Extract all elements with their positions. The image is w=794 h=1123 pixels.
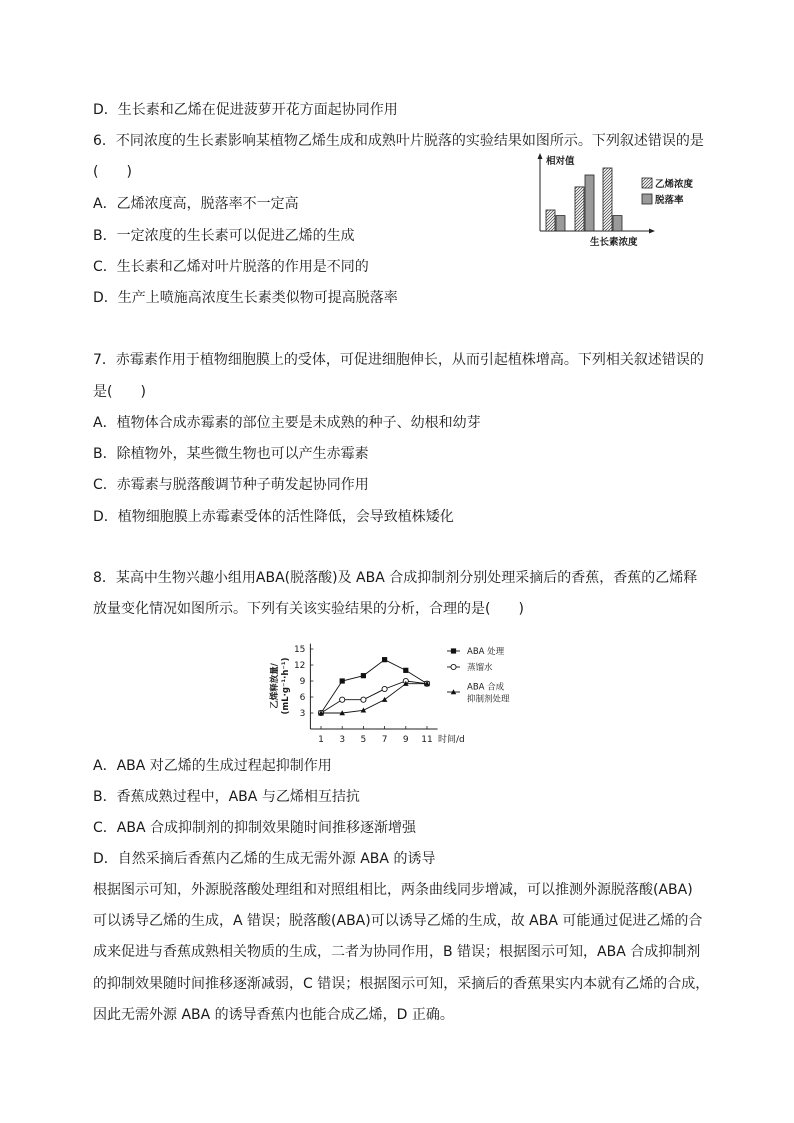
bar-abscission-3 bbox=[613, 216, 622, 231]
y-axis-arrow-icon bbox=[538, 153, 543, 159]
q8-line-chart bbox=[255, 635, 540, 750]
y-tick-label: 9 bbox=[299, 677, 306, 688]
data-point-square-filled-icon bbox=[361, 673, 366, 678]
q5-option-d: D．生长素和乙烯在促进菠萝开花方面起协同作用 bbox=[93, 102, 398, 118]
q7-option-b: B．除植物外，某些微生物也可以产生赤霉素 bbox=[93, 446, 369, 462]
legend-label: 乙烯浓度 bbox=[655, 179, 694, 190]
q6-option-b: B．一定浓度的生长素可以促进乙烯的生成 bbox=[93, 228, 355, 244]
bar-abscission-1 bbox=[556, 216, 565, 231]
q7-stem-line-2: 是( ) bbox=[93, 384, 146, 400]
data-point-circle-open-icon bbox=[382, 686, 387, 691]
series-line-2 bbox=[321, 681, 427, 713]
bar-ethylene-3 bbox=[603, 168, 612, 231]
data-point-square-filled-icon bbox=[340, 678, 345, 683]
data-point-square-filled-icon bbox=[403, 668, 408, 673]
bar-ethylene-2 bbox=[575, 187, 584, 231]
y-tick-label: 6 bbox=[299, 693, 306, 704]
y-tick-label: 3 bbox=[299, 709, 306, 720]
q6-bar-chart bbox=[530, 150, 710, 250]
q8-explanation-line-3: 成来促进与香蕉成熟相关物质的生成，二者为协同作用，B 错误；根据图示可知，ABA 合成抑制剂 bbox=[93, 944, 701, 960]
x-tick-label: 11 bbox=[421, 735, 433, 745]
q7-stem-line-1: 7．赤霉素作用于植物细胞膜上的受体，可促进细胞伸长，从而引起植株增高。下列相关叙述错误的 bbox=[93, 352, 704, 368]
x-tick-label: 7 bbox=[381, 735, 388, 745]
bar-abscission-2 bbox=[585, 175, 594, 231]
x-axis-label: 生长素浓度 bbox=[590, 237, 638, 248]
q7-option-a: A．植物体合成赤霉素的部位主要是未成熟的种子、幼根和幼芽 bbox=[93, 415, 481, 431]
x-axis-arrow-icon bbox=[649, 229, 655, 234]
q6-option-d: D．生产上喷施高浓度生长素类似物可提高脱落率 bbox=[93, 290, 398, 306]
data-point-triangle-filled-icon bbox=[361, 708, 367, 713]
data-point-triangle-filled-icon bbox=[382, 697, 388, 702]
q8-option-d: D．自然采摘后香蕉内乙烯的生成无需外源 ABA 的诱导 bbox=[93, 851, 436, 867]
legend-label: ABA 合成抑制剂处理 bbox=[467, 682, 510, 705]
q6-stem-line-1: 6．不同浓度的生长素影响某植物乙烯生成和成熟叶片脱落的实验结果如图所示。下列叙述错误的是 bbox=[93, 133, 704, 149]
x-tick-label: 9 bbox=[402, 735, 409, 745]
y-axis-label: 相对值 bbox=[546, 156, 575, 167]
legend-square-filled-icon bbox=[451, 648, 456, 653]
q8-explanation-line-5: 因此无需外源 ABA 的诱导香蕉内也能合成乙烯，D 正确。 bbox=[93, 1007, 454, 1023]
data-point-square-filled-icon bbox=[382, 657, 387, 662]
q8-stem-line-2: 放量变化情况如图所示。下列有关该实验结果的分析，合理的是( ) bbox=[93, 601, 524, 617]
bar-ethylene-1 bbox=[546, 210, 555, 231]
q7-option-d: D．植物细胞膜上赤霉素受体的活性降低，会导致植株矮化 bbox=[93, 509, 454, 525]
q7-option-c: C．赤霉素与脱落酸调节种子萌发起协同作用 bbox=[93, 477, 369, 493]
q8-explanation-line-1: 根据图示可知，外源脱落酸处理组和对照组相比，两条曲线同步增减，可以推测外源脱落酸(ABA) bbox=[93, 882, 693, 898]
legend-swatch bbox=[642, 194, 652, 204]
q8-option-a: A．ABA 对乙烯的生成过程起抑制作用 bbox=[93, 758, 332, 774]
legend-swatch bbox=[642, 178, 652, 188]
data-point-circle-open-icon bbox=[361, 697, 366, 702]
q6-option-c: C．生长素和乙烯对叶片脱落的作用是不同的 bbox=[93, 259, 369, 275]
legend-label: ABA 处理 bbox=[467, 647, 505, 658]
legend-circle-open-icon bbox=[451, 664, 456, 669]
y-axis-label: 乙烯释放量/(mL·g⁻¹·h⁻¹) bbox=[270, 657, 291, 715]
x-tick-label: 1 bbox=[318, 735, 324, 745]
data-point-circle-open-icon bbox=[340, 697, 345, 702]
legend-label: 脱落率 bbox=[655, 195, 684, 206]
x-axis-label: 时间/d bbox=[438, 735, 465, 745]
q8-explanation-line-2: 可以诱导乙烯的生成，A 错误；脱落酸(ABA)可以诱导乙烯的生成，故 ABA 可能通过促进乙烯的合 bbox=[93, 913, 703, 929]
q8-option-c: C．ABA 合成抑制剂的抑制效果随时间推移逐渐增强 bbox=[93, 820, 416, 836]
y-tick-label: 12 bbox=[293, 661, 306, 672]
x-tick-label: 3 bbox=[339, 735, 346, 745]
q6-stem-line-2: ( ) bbox=[93, 164, 132, 180]
legend-label: 蒸馏水 bbox=[467, 663, 493, 674]
q6-option-a: A．乙烯浓度高，脱落率不一定高 bbox=[93, 196, 299, 212]
series-line-3 bbox=[321, 684, 427, 713]
q8-option-b: B．香蕉成熟过程中，ABA 与乙烯相互拮抗 bbox=[93, 789, 360, 805]
x-tick-label: 5 bbox=[360, 735, 367, 745]
q8-explanation-line-4: 的抑制效果随时间推移逐渐减弱，C 错误；根据图示可知，采摘后的香蕉果实内本就有乙烯的合成， bbox=[93, 976, 710, 992]
q8-stem-line-1: 8．某高中生物兴趣小组用ABA(脱落酸)及 ABA 合成抑制剂分别处理采摘后的香蕉，香蕉的乙烯释 bbox=[93, 570, 698, 586]
y-tick-label: 15 bbox=[293, 645, 306, 656]
